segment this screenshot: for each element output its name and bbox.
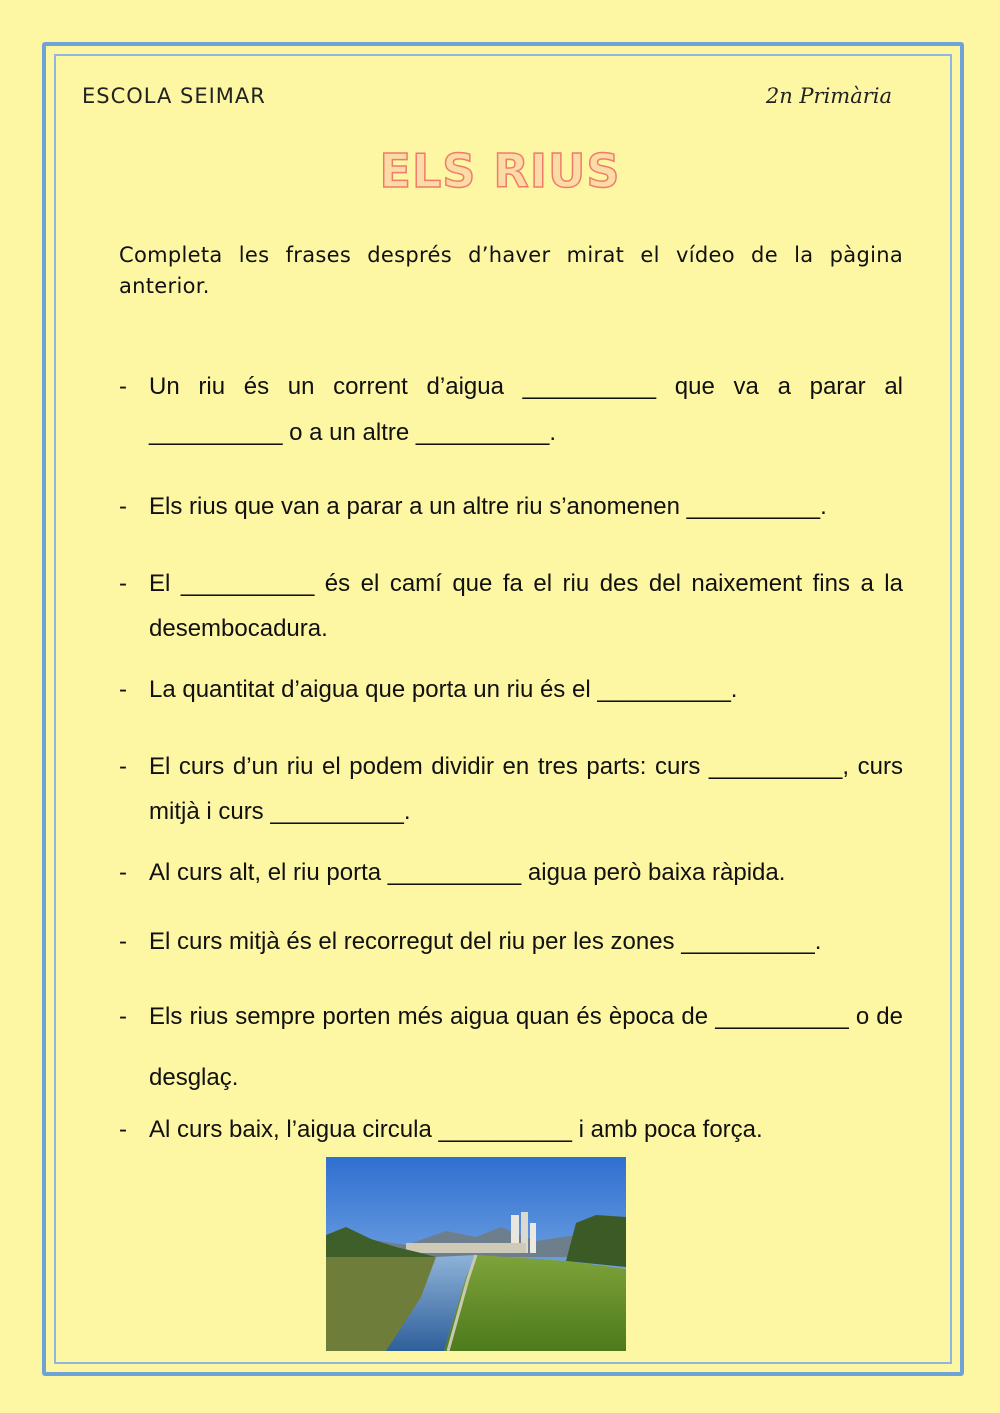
sentence-text: El curs mitjà és el recorregut del riu per les zones __________. — [149, 928, 822, 955]
instruction-text: Completa les frases després d’haver mirat el vídeo de la pàgina anterior. — [119, 243, 903, 298]
sentence-text: Al curs baix, l’aigua circula __________ i amb poca força. — [149, 1116, 763, 1143]
bullet-dash: - — [119, 859, 127, 886]
sentence-text: Un riu és un corrent d’aigua __________ que va a parar al __________ o a un altre __________. — [149, 373, 903, 446]
bullet-dash: - — [119, 676, 127, 703]
river-photo — [326, 1157, 626, 1351]
sentence-text: El curs d’un riu el podem dividir en tres parts: curs __________, curs mitjà i curs __________. — [149, 753, 903, 825]
sentence-text: Els rius que van a parar a un altre riu s’anomenen __________. — [149, 493, 827, 520]
sentence-text: Al curs alt, el riu porta __________ aigua però baixa ràpida. — [149, 859, 786, 886]
bullet-dash: - — [119, 928, 127, 955]
bullet-dash: - — [119, 1003, 127, 1030]
bullet-dash: - — [119, 1116, 127, 1143]
bullet-dash: - — [119, 570, 127, 597]
bullet-dash: - — [119, 493, 127, 520]
bullet-dash: - — [119, 753, 127, 780]
school-name: ESCOLA SEIMAR — [82, 84, 266, 108]
sentence-text: El __________ és el camí que fa el riu des del naixement fins a la desembocadura. — [149, 570, 903, 642]
bullet-dash: - — [119, 373, 127, 400]
sentence-text: La quantitat d’aigua que porta un riu és el __________. — [149, 676, 738, 703]
page-title: ELS RIUS — [379, 144, 621, 198]
grade-label: 2n Primària — [765, 84, 892, 108]
sentence-text: Els rius sempre porten més aigua quan és època de __________ o de desglaç. — [149, 1003, 903, 1091]
